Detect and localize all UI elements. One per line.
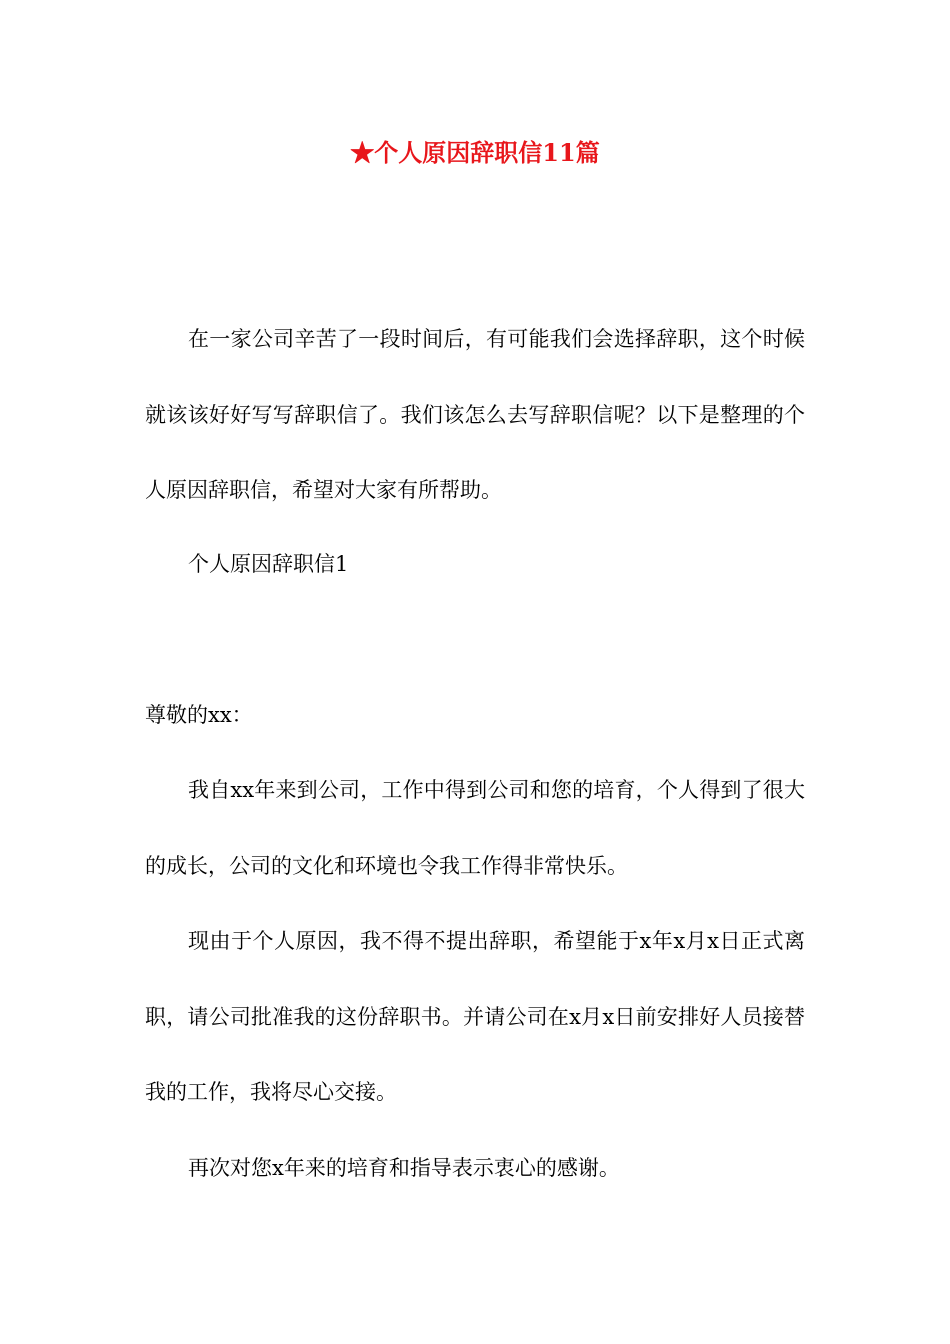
section-heading: 个人原因辞职信1	[188, 552, 349, 576]
section-heading-block	[145, 527, 805, 603]
letter-paragraph: 我自xx年来到公司，工作中得到公司和您的培育，个人得到了很大的成长，公司的文化和环境也令我工作得非常快乐。	[145, 778, 805, 878]
title-text: 个人原因辞职信11篇	[374, 138, 600, 167]
letter-body	[145, 753, 805, 1206]
intro-block	[145, 302, 805, 529]
letter-paragraph: 现由于个人原因，我不得不提出辞职，希望能于x年x月x日正式离职，请公司批准我的这份辞职书。并请公司在x月x日前安排好人员接替我的工作，我将尽心交接。	[145, 929, 805, 1104]
document-title	[0, 133, 950, 173]
salutation: 尊敬的xx：	[145, 703, 253, 727]
salutation-block	[145, 678, 805, 754]
star-icon: ★	[350, 138, 375, 167]
letter-paragraph: 再次对您x年来的培育和指导表示衷心的感谢。	[188, 1155, 620, 1180]
intro-paragraph: 在一家公司辛苦了一段时间后，有可能我们会选择辞职，这个时候就该该好好写写辞职信了。我们该怎么去写辞职信呢？以下是整理的个人原因辞职信，希望对大家有所帮助。	[145, 327, 805, 502]
